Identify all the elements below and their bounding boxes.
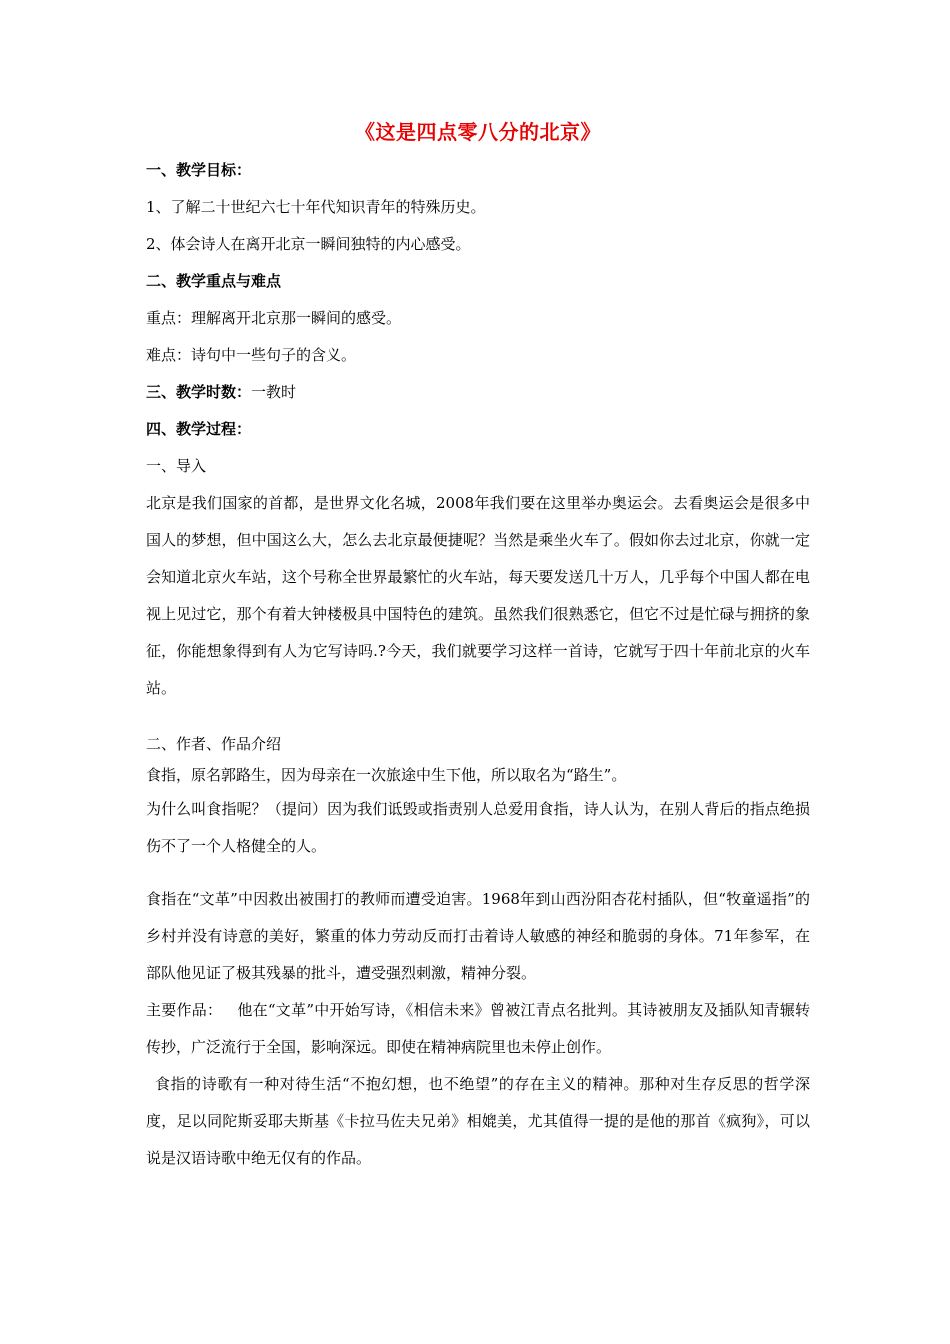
author-intro-paragraph: 食指，原名郭路生，因为母亲在一次旅途中生下他，所以取名为“路生”。 [146,766,627,784]
major-works-paragraph: 主要作品： 他在“文革”中开始写诗，《相信未来》曾被江青点名批判。其诗被朋友及插队知青辗转传抄，广泛流行于全国，影响深远。即使在精神病院里也未停止创作。 [146,1001,810,1056]
section-heading-process: 四、教学过程： [146,420,252,438]
teaching-hours-value: 一教时 [251,383,297,401]
document-title: 《这是四点零八分的北京》 [355,120,601,144]
goal-item-2: 2、体会诗人在离开北京一瞬间独特的内心感受。 [146,235,471,253]
spacer [146,707,810,731]
document-page [146,118,810,1177]
pen-name-paragraph: 为什么叫食指呢？（提问）因为我们诋毁或指责别人总爱用食指，诗人认为，在别人背后的指点绝损伤不了一个人格健全的人。 [146,800,810,855]
biography-paragraph: 食指在“文革”中因救出被围打的教师而遭受迫害。1968年到山西汾阳杏花村插队，但“牧童遥指”的乡村并没有诗意的美好，繁重的体力劳动反而打击着诗人敏感的神经和脆弱的身体。71年参军，在部队他见证了极其残暴的批斗，遭受强烈刺激，精神分裂。 [146,890,810,982]
intro-paragraph: 北京是我们国家的首都，是世界文化名城，2008年我们要在这里举办奥运会。去看奥运会是很多中国人的梦想，但中国这么大，怎么去北京最便捷呢？当然是乘坐火车了。假如你去过北京，你就一定会知道北京火车站，这个号称全世界最繁忙的火车站，每天要发送几十万人，几乎每个中国人都在电视上见过它，那个有着大钟楼极具中国特色的建筑。虽然我们很熟悉它，但它不过是忙碌与拥挤的象征，你能想象得到有人为它写诗吗.?今天，我们就要学习这样一首诗，它就写于四十年前北京的火车站。 [146,494,810,697]
poetic-spirit-paragraph: 食指的诗歌有一种对待生活“不抱幻想，也不绝望”的存在主义的精神。那种对生存反思的哲学深度，足以同陀斯妥耶夫斯基《卡拉马佐夫兄弟》相媲美，尤其值得一提的是他的那首《疯狗》，可以说是汉语诗歌中绝无仅有的作品。 [146,1075,810,1167]
section-heading-key-points: 二、教学重点与难点 [146,272,282,290]
spacer [146,865,810,881]
goal-item-1: 1、了解二十世纪六七十年代知识青年的特殊历史。 [146,198,486,216]
key-point: 重点：理解离开北京那一瞬间的感受。 [146,309,402,327]
process-part-author-label: 二、作者、作品介绍 [146,735,282,753]
section-heading-hours: 三、教学时数： [146,383,252,401]
process-part-intro-label: 一、导入 [146,457,207,475]
difficulty-point: 难点：诗句中一些句子的含义。 [146,346,357,364]
section-heading-goals: 一、教学目标： [146,161,252,179]
teaching-hours-row [146,374,810,411]
